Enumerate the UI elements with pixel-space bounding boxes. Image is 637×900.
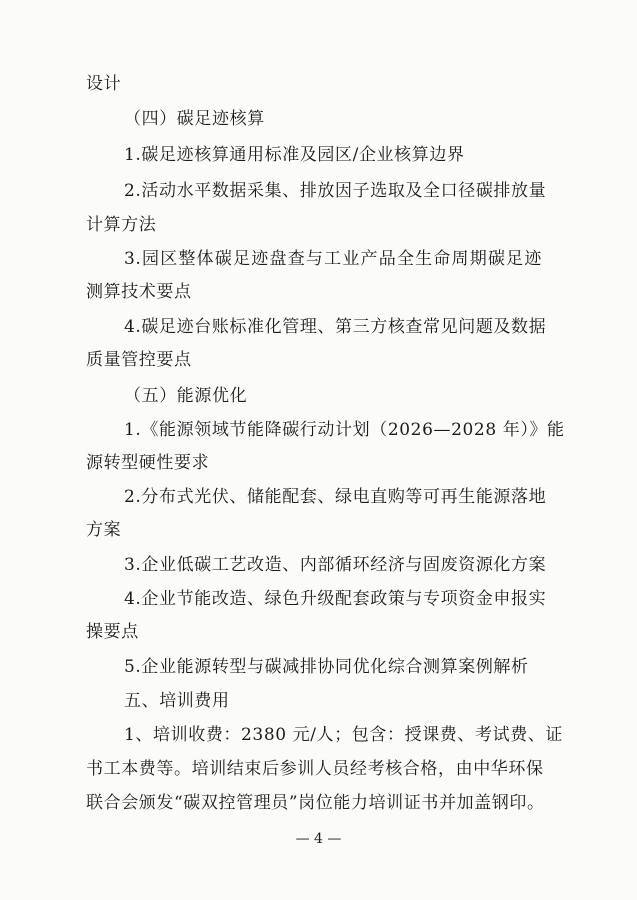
fee-item-1-line-3: 联合会颁发“碳双控管理员”岗位能力培训证书并加盖钢印。 [86, 793, 545, 813]
page-number: — 4 — [295, 831, 342, 847]
energy-item-2-line-2: 方案 [86, 520, 122, 540]
list-item-3-line-1: 3.园区整体碳足迹盘查与工业产品全生命周期碳足迹 [124, 249, 542, 269]
energy-item-1-line-2: 源转型硬性要求 [86, 453, 210, 473]
section-heading-energy-optimization: （五）能源优化 [124, 386, 248, 406]
list-item-3-line-2: 测算技术要点 [86, 282, 192, 302]
energy-item-5-line-1: 5.企业能源转型与碳减排协同优化综合测算案例解析 [124, 657, 529, 677]
energy-item-2-line-1: 2.分布式光伏、储能配套、绿电直购等可再生能源落地 [124, 487, 547, 507]
list-item-2-line-1: 2.活动水平数据采集、排放因子选取及全口径碳排放量 [124, 181, 547, 201]
energy-item-1-line-1: 1.《能源领域节能降碳行动计划（2026—2028 年）》能 [124, 420, 565, 440]
fee-item-1-line-2: 书工本费等。培训结束后参训人员经考核合格，由中华环保 [86, 759, 544, 779]
text-line-continuation-design: 设计 [86, 74, 122, 94]
energy-item-3-line-1: 3.企业低碳工艺改造、内部循环经济与固废资源化方案 [124, 555, 547, 575]
list-item-4-line-1: 4.碳足迹台账标准化管理、第三方核查常见问题及数据 [124, 317, 547, 337]
list-item-1-line-1: 1.碳足迹核算通用标准及园区/企业核算边界 [124, 145, 465, 165]
section-heading-training-fees: 五、培训费用 [124, 691, 230, 711]
energy-item-4-line-2: 操要点 [86, 622, 139, 642]
section-heading-carbon-footprint: （四）碳足迹核算 [124, 109, 265, 129]
fee-item-1-line-1: 1、培训收费：2380 元/人；包含：授课费、考试费、证 [124, 725, 564, 745]
list-item-4-line-2: 质量管控要点 [86, 350, 192, 370]
list-item-2-line-2: 计算方法 [86, 215, 157, 235]
energy-item-4-line-1: 4.企业节能改造、绿色升级配套政策与专项资金申报实 [124, 589, 547, 609]
